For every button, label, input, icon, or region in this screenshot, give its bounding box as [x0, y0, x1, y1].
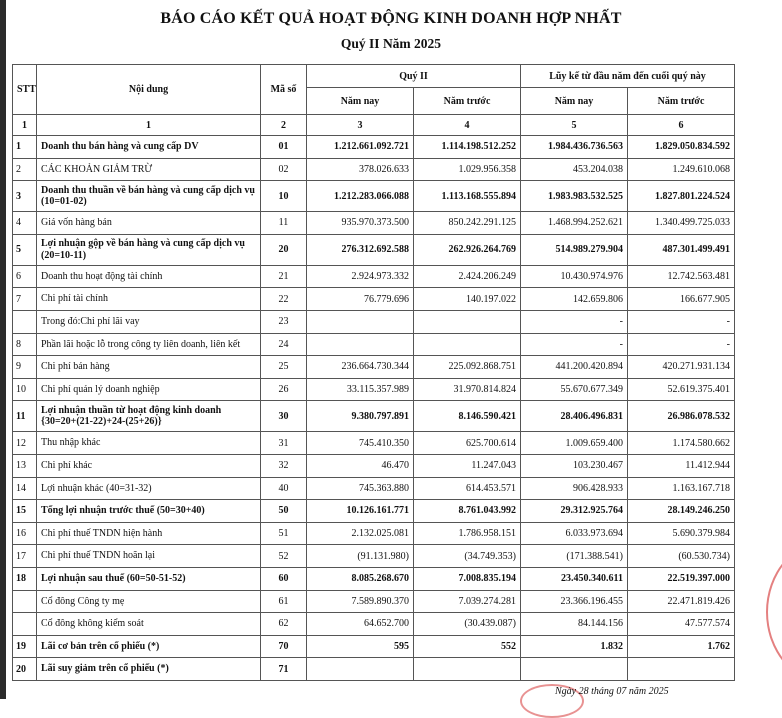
table-row	[13, 158, 735, 181]
cell-code: 32	[261, 454, 307, 477]
cell-stt: 18	[13, 567, 37, 590]
cell-q-this-year	[307, 333, 414, 356]
cell-ytd-last-year: 487.301.499.491	[628, 234, 735, 265]
cell-q-last-year: 614.453.571	[414, 477, 521, 500]
cell-ytd-last-year: 1.762	[628, 635, 735, 658]
table-row	[13, 356, 735, 379]
cell-q-last-year: 625.700.614	[414, 432, 521, 455]
cell-q-this-year: 76.779.696	[307, 288, 414, 311]
cell-ytd-last-year: -	[628, 310, 735, 333]
cell-q-this-year: 236.664.730.344	[307, 356, 414, 379]
cell-ytd-this-year: 84.144.156	[521, 613, 628, 636]
cell-code: 10	[261, 181, 307, 212]
cell-ytd-this-year: 142.659.806	[521, 288, 628, 311]
cell-stt: 13	[13, 454, 37, 477]
cell-stt: 14	[13, 477, 37, 500]
cell-stt: 5	[13, 234, 37, 265]
cell-code: 26	[261, 378, 307, 401]
cell-q-this-year: (91.131.980)	[307, 545, 414, 568]
cell-stt: 3	[13, 181, 37, 212]
cell-ytd-last-year	[628, 658, 735, 681]
cell-code: 22	[261, 288, 307, 311]
cell-stt	[13, 590, 37, 613]
cell-q-last-year: 8.761.043.992	[414, 500, 521, 523]
index-cell: 1	[37, 115, 261, 136]
cell-stt: 19	[13, 635, 37, 658]
cell-ytd-this-year	[521, 658, 628, 681]
index-cell: 2	[261, 115, 307, 136]
cell-ytd-this-year: 55.670.677.349	[521, 378, 628, 401]
cell-stt: 2	[13, 158, 37, 181]
cell-content: Doanh thu bán hàng và cung cấp DV	[37, 136, 261, 159]
cell-stt: 8	[13, 333, 37, 356]
cell-q-this-year: 46.470	[307, 454, 414, 477]
header-index-row	[13, 115, 735, 136]
cell-ytd-last-year: 26.986.078.532	[628, 401, 735, 432]
cell-stt: 12	[13, 432, 37, 455]
cell-stt: 10	[13, 378, 37, 401]
table-row	[13, 212, 735, 235]
cell-ytd-this-year: 1.468.994.252.621	[521, 212, 628, 235]
cell-ytd-last-year: 1.163.167.718	[628, 477, 735, 500]
table-row	[13, 613, 735, 636]
cell-ytd-this-year: 1.983.983.532.525	[521, 181, 628, 212]
cell-ytd-this-year: (171.388.541)	[521, 545, 628, 568]
header-quarter: Quý II	[307, 65, 521, 88]
cell-ytd-last-year: 1.174.580.662	[628, 432, 735, 455]
cell-ytd-this-year: 28.406.496.831	[521, 401, 628, 432]
cell-q-this-year: 9.380.797.891	[307, 401, 414, 432]
cell-ytd-last-year: -	[628, 333, 735, 356]
cell-ytd-last-year: 1.827.801.224.524	[628, 181, 735, 212]
table-row	[13, 454, 735, 477]
cell-ytd-this-year: 6.033.973.694	[521, 522, 628, 545]
cell-ytd-this-year: 23.366.196.455	[521, 590, 628, 613]
cell-ytd-this-year: 453.204.038	[521, 158, 628, 181]
index-cell: 3	[307, 115, 414, 136]
cell-q-last-year	[414, 310, 521, 333]
index-cell: 4	[414, 115, 521, 136]
cell-q-last-year: (30.439.087)	[414, 613, 521, 636]
cell-q-last-year: 1.029.956.358	[414, 158, 521, 181]
cell-code: 24	[261, 333, 307, 356]
cell-q-this-year: 745.410.350	[307, 432, 414, 455]
cell-code: 60	[261, 567, 307, 590]
table-row	[13, 378, 735, 401]
cell-code: 21	[261, 265, 307, 288]
cell-q-last-year: 7.039.274.281	[414, 590, 521, 613]
cell-content: Lợi nhuận sau thuế (60=50-51-52)	[37, 567, 261, 590]
cell-q-last-year: 850.242.291.125	[414, 212, 521, 235]
header-q-last-year: Năm trước	[414, 88, 521, 115]
cell-content: Lợi nhuận thuần từ hoạt động kinh doanh {30=20+(21-22)+24-(25+26)}	[37, 401, 261, 432]
cell-q-this-year: 935.970.373.500	[307, 212, 414, 235]
header-ytd: Lũy kế từ đầu năm đến cuối quý này	[521, 65, 735, 88]
report-date: Ngày 28 tháng 07 năm 2025	[555, 686, 669, 697]
table-row	[13, 136, 735, 159]
header-ytd-this-year: Năm nay	[521, 88, 628, 115]
cell-q-last-year: 1.113.168.555.894	[414, 181, 521, 212]
cell-q-last-year	[414, 658, 521, 681]
cell-q-last-year: 7.008.835.194	[414, 567, 521, 590]
cell-ytd-this-year: -	[521, 333, 628, 356]
red-stamp-partial	[760, 540, 782, 680]
cell-q-this-year: 1.212.661.092.721	[307, 136, 414, 159]
cell-code: 52	[261, 545, 307, 568]
cell-content: Cổ đông không kiểm soát	[37, 613, 261, 636]
table-row	[13, 432, 735, 455]
cell-code: 50	[261, 500, 307, 523]
cell-content: Trong đó:Chi phí lãi vay	[37, 310, 261, 333]
cell-content: Thu nhập khác	[37, 432, 261, 455]
cell-ytd-last-year: 1.340.499.725.033	[628, 212, 735, 235]
cell-ytd-last-year: 1.249.610.068	[628, 158, 735, 181]
cell-code: 20	[261, 234, 307, 265]
cell-q-last-year: 2.424.206.249	[414, 265, 521, 288]
cell-code: 23	[261, 310, 307, 333]
cell-stt: 7	[13, 288, 37, 311]
header-q-this-year: Năm nay	[307, 88, 414, 115]
cell-ytd-this-year: 1.984.436.736.563	[521, 136, 628, 159]
cell-q-last-year	[414, 333, 521, 356]
cell-ytd-last-year: 52.619.375.401	[628, 378, 735, 401]
cell-content: Tổng lợi nhuận trước thuế (50=30+40)	[37, 500, 261, 523]
table-row	[13, 234, 735, 265]
income-statement-table	[12, 64, 735, 681]
cell-ytd-last-year: 420.271.931.134	[628, 356, 735, 379]
cell-ytd-last-year: 22.471.819.426	[628, 590, 735, 613]
table-row	[13, 635, 735, 658]
cell-q-last-year: 8.146.590.421	[414, 401, 521, 432]
cell-stt: 17	[13, 545, 37, 568]
cell-q-this-year	[307, 310, 414, 333]
index-cell: 6	[628, 115, 735, 136]
cell-q-this-year: 378.026.633	[307, 158, 414, 181]
cell-content: Lợi nhuận gộp về bán hàng và cung cấp dịch vụ (20=10-11)	[37, 234, 261, 265]
cell-ytd-last-year: 11.412.944	[628, 454, 735, 477]
cell-stt: 11	[13, 401, 37, 432]
cell-stt: 1	[13, 136, 37, 159]
cell-q-last-year: 225.092.868.751	[414, 356, 521, 379]
cell-code: 25	[261, 356, 307, 379]
header-code: Mã số	[261, 65, 307, 115]
cell-code: 61	[261, 590, 307, 613]
cell-stt: 15	[13, 500, 37, 523]
cell-ytd-last-year: 166.677.905	[628, 288, 735, 311]
cell-code: 62	[261, 613, 307, 636]
cell-code: 02	[261, 158, 307, 181]
table-row	[13, 477, 735, 500]
cell-ytd-last-year: 22.519.397.000	[628, 567, 735, 590]
cell-q-last-year: 1.786.958.151	[414, 522, 521, 545]
cell-code: 30	[261, 401, 307, 432]
cell-q-last-year: 1.114.198.512.252	[414, 136, 521, 159]
cell-stt	[13, 613, 37, 636]
cell-q-this-year: 33.115.357.989	[307, 378, 414, 401]
cell-ytd-this-year: 103.230.467	[521, 454, 628, 477]
cell-q-this-year: 10.126.161.771	[307, 500, 414, 523]
header-content: Nội dung	[37, 65, 261, 115]
table-row	[13, 545, 735, 568]
cell-code: 51	[261, 522, 307, 545]
table-row	[13, 658, 735, 681]
table-row	[13, 333, 735, 356]
cell-content: Lãi cơ bản trên cổ phiếu (*)	[37, 635, 261, 658]
table-row	[13, 590, 735, 613]
cell-ytd-last-year: 5.690.379.984	[628, 522, 735, 545]
cell-stt: 20	[13, 658, 37, 681]
table-row	[13, 265, 735, 288]
cell-ytd-last-year: (60.530.734)	[628, 545, 735, 568]
cell-stt: 9	[13, 356, 37, 379]
table-row	[13, 310, 735, 333]
table-row	[13, 522, 735, 545]
cell-content: Lãi suy giảm trên cổ phiếu (*)	[37, 658, 261, 681]
cell-q-this-year: 595	[307, 635, 414, 658]
table-row	[13, 500, 735, 523]
cell-q-this-year: 8.085.268.670	[307, 567, 414, 590]
cell-content: Chi phí tài chính	[37, 288, 261, 311]
cell-q-this-year: 2.132.025.081	[307, 522, 414, 545]
cell-ytd-this-year: 1.832	[521, 635, 628, 658]
header-stt: STT	[13, 65, 37, 115]
cell-code: 11	[261, 212, 307, 235]
cell-code: 31	[261, 432, 307, 455]
cell-q-this-year: 745.363.880	[307, 477, 414, 500]
cell-ytd-this-year: 29.312.925.764	[521, 500, 628, 523]
cell-q-this-year: 7.589.890.370	[307, 590, 414, 613]
cell-ytd-last-year: 28.149.246.250	[628, 500, 735, 523]
cell-ytd-this-year: -	[521, 310, 628, 333]
cell-ytd-this-year: 10.430.974.976	[521, 265, 628, 288]
cell-ytd-last-year: 1.829.050.834.592	[628, 136, 735, 159]
header-ytd-last-year: Năm trước	[628, 88, 735, 115]
cell-content: Giá vốn hàng bán	[37, 212, 261, 235]
cell-content: Doanh thu hoạt động tài chính	[37, 265, 261, 288]
cell-q-this-year: 2.924.973.332	[307, 265, 414, 288]
cell-ytd-last-year: 12.742.563.481	[628, 265, 735, 288]
cell-code: 40	[261, 477, 307, 500]
cell-stt: 6	[13, 265, 37, 288]
cell-ytd-this-year: 23.450.340.611	[521, 567, 628, 590]
cell-q-last-year: 31.970.814.824	[414, 378, 521, 401]
index-cell: 1	[13, 115, 37, 136]
cell-code: 01	[261, 136, 307, 159]
cell-content: Cổ đông Công ty mẹ	[37, 590, 261, 613]
cell-code: 70	[261, 635, 307, 658]
cell-content: CÁC KHOẢN GIẢM TRỪ	[37, 158, 261, 181]
cell-q-this-year	[307, 658, 414, 681]
cell-content: Lợi nhuận khác (40=31-32)	[37, 477, 261, 500]
window-edge	[0, 0, 6, 699]
cell-q-this-year: 64.652.700	[307, 613, 414, 636]
header-row-1	[13, 65, 735, 88]
cell-q-this-year: 1.212.283.066.088	[307, 181, 414, 212]
cell-stt	[13, 310, 37, 333]
cell-q-last-year: 552	[414, 635, 521, 658]
cell-code: 71	[261, 658, 307, 681]
table-row	[13, 567, 735, 590]
cell-q-last-year: 262.926.264.769	[414, 234, 521, 265]
cell-ytd-this-year: 441.200.420.894	[521, 356, 628, 379]
cell-ytd-last-year: 47.577.574	[628, 613, 735, 636]
cell-content: Chi phí bán hàng	[37, 356, 261, 379]
index-cell: 5	[521, 115, 628, 136]
cell-content: Phần lãi hoặc lỗ trong công ty liên doanh, liên kết	[37, 333, 261, 356]
cell-ytd-this-year: 1.009.659.400	[521, 432, 628, 455]
cell-q-this-year: 276.312.692.588	[307, 234, 414, 265]
cell-ytd-this-year: 906.428.933	[521, 477, 628, 500]
cell-content: Doanh thu thuần về bán hàng và cung cấp dịch vụ (10=01-02)	[37, 181, 261, 212]
cell-stt: 16	[13, 522, 37, 545]
cell-q-last-year: 11.247.043	[414, 454, 521, 477]
report-title: BÁO CÁO KẾT QUẢ HOẠT ĐỘNG KINH DOANH HỢP NHẤT	[160, 10, 622, 27]
cell-ytd-this-year: 514.989.279.904	[521, 234, 628, 265]
cell-q-last-year: 140.197.022	[414, 288, 521, 311]
cell-content: Chi phí quản lý doanh nghiệp	[37, 378, 261, 401]
cell-content: Chi phí thuế TNDN hiện hành	[37, 522, 261, 545]
table-row	[13, 181, 735, 212]
cell-stt: 4	[13, 212, 37, 235]
cell-content: Chi phí thuế TNDN hoãn lại	[37, 545, 261, 568]
cell-q-last-year: (34.749.353)	[414, 545, 521, 568]
report-subtitle: Quý II Năm 2025	[340, 36, 442, 51]
table-row	[13, 288, 735, 311]
cell-content: Chi phí khác	[37, 454, 261, 477]
table-row	[13, 401, 735, 432]
